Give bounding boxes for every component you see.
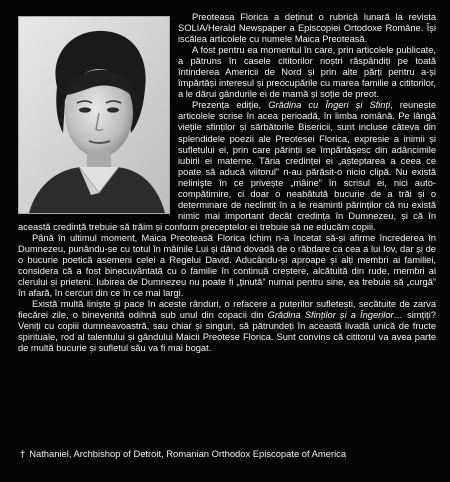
- signature: [20, 448, 440, 460]
- book-title: Grădina Sfinților și a Îngerilor…: [267, 310, 403, 321]
- cross-icon: †: [20, 448, 26, 459]
- paragraph: [18, 233, 436, 299]
- foreword-text: [18, 12, 436, 354]
- photo-spacer: [18, 12, 172, 215]
- paragraph-text: simțiți? Veniți cu copiii dumneavoastră, sau chiar și singuri, să pătrundeți în această livadă unică de fructe spirituale, rod al talentului și gândului Maicii Preotese Florica. Sunt convins că cititorul va avea parte de multă bucurie și sufletul său va fi mai bogat.: [18, 310, 436, 354]
- paragraph-text: Până în ultimul moment, Maica Preoteasă Florica Ichim n-a încetat să-și afirme încrederea în Dumnezeu, punându-se cu totul în mâinile Lui și dând dovadă de o răbdare ca cea a lui Iov, dar și de o bucurie poetică asemeni celei a Regelui David. Aducându-și aproape și alți membri ai familiei, considera că a fost binecuvântată cu o familie în continuă creștere, alcătuită din rude, membri ai clerului și prieteni. Iubirea de Dumnezeu nu poate fi „ținută” numai pentru sine, ea trebuie să „curgă” în afară, în cercuri din ce în ce mai largi.: [18, 232, 436, 299]
- paragraph-text: A fost pentru ea momentul în care, prin articolele publicate, a pătruns în casele cititorilor noștri răspândiți pe toată întinderea Americii de Nord și prin alte părți pentru a-și împărtăși interesul și preocupările cu marea familie a cititorilor, a le dărui gândurile ei de mamă și soție de preot.: [178, 45, 436, 100]
- paragraph-text: Preoteasa Florica a deținut o rubrică lunară la revista SOLIA/Herald Newspaper a Episcopiei Ortodoxe Române. Își iscălea articolele cu numele Maica Preoteasă.: [178, 12, 436, 45]
- book-title: Grădina cu Îngeri și Sfinți: [268, 100, 391, 111]
- signature-text: Nathaniel, Archbishop of Detroit, Romanian Orthodox Episcopate of America: [29, 448, 347, 459]
- paragraph: [18, 299, 436, 354]
- paragraph-text: Prezența ediție,: [192, 100, 269, 111]
- paragraph-text: Există multă liniște și pace în aceste rânduri, o refacere a puterilor sufletești, secătuite de zarva fiecărei zile, o binevenită odihnă sub unul din copacii din: [18, 299, 436, 321]
- paragraph-text: , reunește articolele scrise în acea perioadă, în limba română. Pe lângă viețile sfinților și sărbătorile Bisericii, sunt incluse câteva din splendidele poezii ale Preotesei Florica, expresie a inimii și sufletului ei, prin care părinții se împărtășesc din adâncimile iubirii ei materne. Tăria credinței ei „așteptarea a ceea ce poate să aducă viitorul” n-au părăsit-o nicio clipă. Nu există nelinişte în ce privește „mâine” în scrisul ei, nici auto-compătimire, ci doar o neabătută bucurie de a trăi și o determinare de neclintit în a le reaminti părinților că nu există nimic mai important decât credința în Dumnezeu, și că în această credință trebuie să trăim și conform preceptelor ei trebuie să ne educăm copiii.: [18, 100, 436, 232]
